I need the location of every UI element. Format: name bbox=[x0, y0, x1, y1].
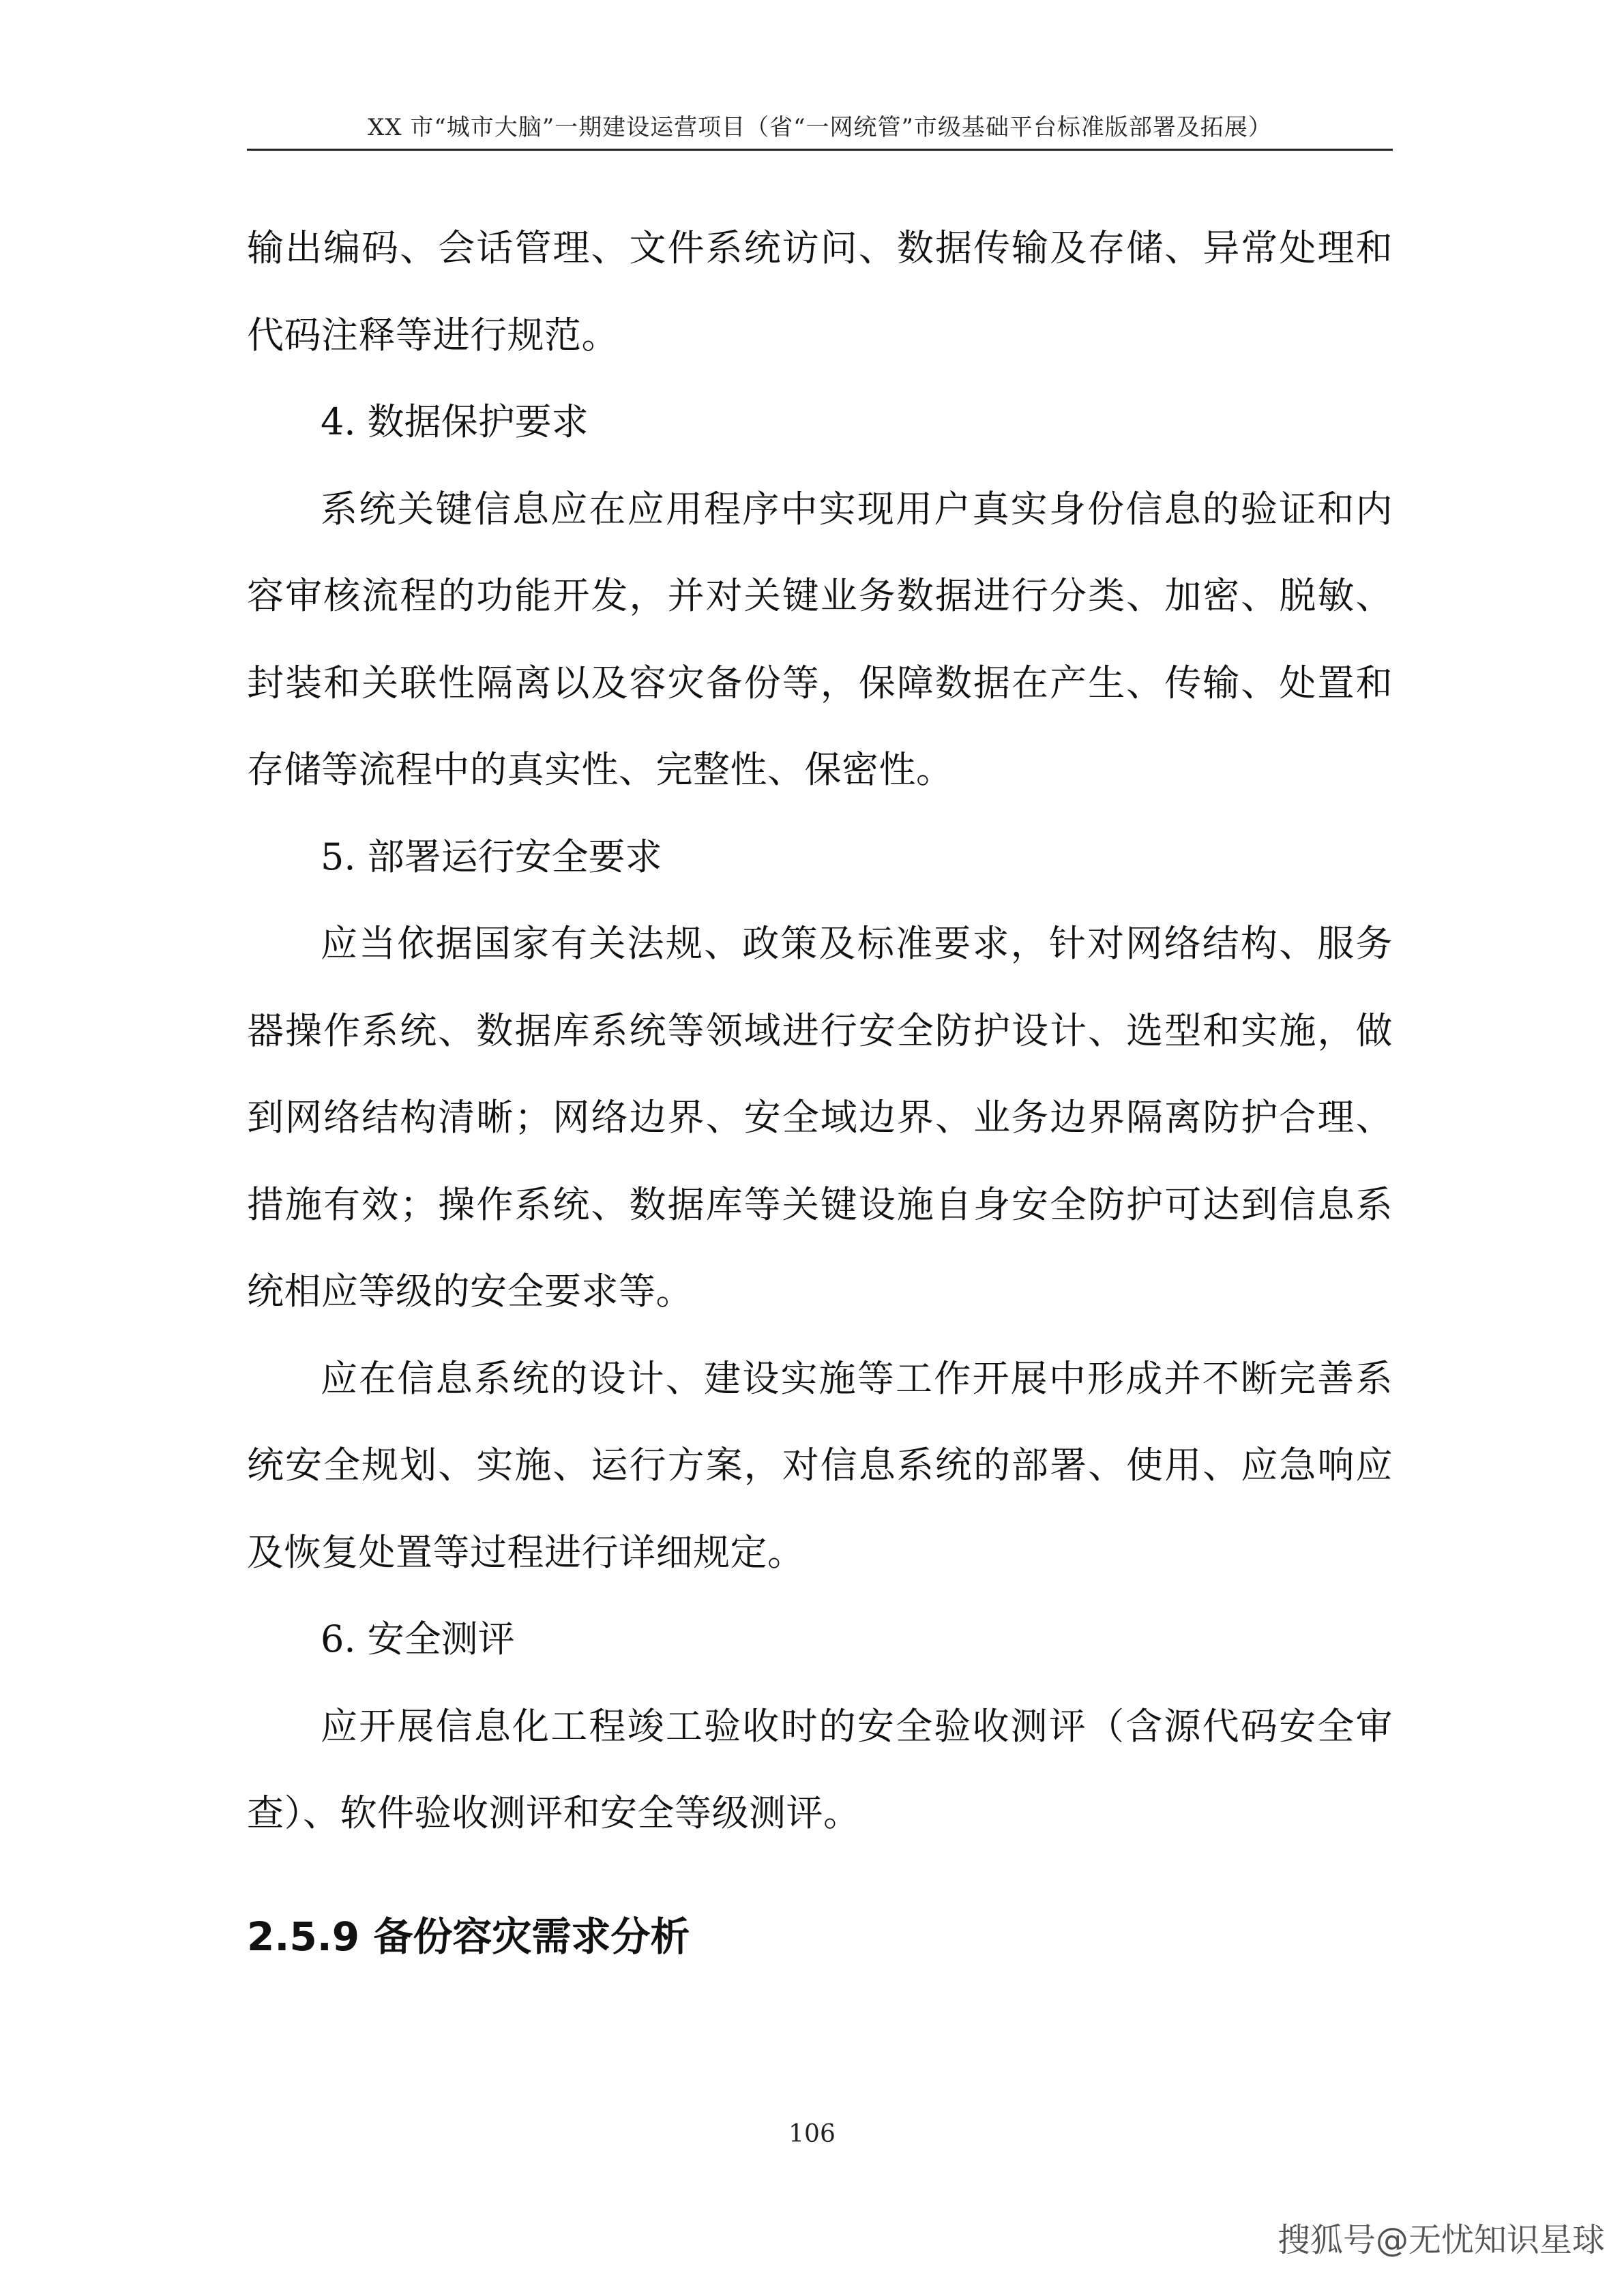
item-5-heading: 5. 部署运行安全要求 bbox=[321, 835, 662, 878]
document-body bbox=[247, 205, 1393, 1857]
page-number: 106 bbox=[788, 2120, 836, 2148]
header-divider bbox=[247, 149, 1393, 151]
item-6-heading: 6. 安全测评 bbox=[321, 1617, 515, 1660]
watermark: 搜狐号@无忧知识星球 bbox=[1277, 2221, 1605, 2259]
section-heading: 2.5.9 备份容灾需求分析 bbox=[247, 1913, 690, 1960]
item-5-paragraph-2: 应在信息系统的设计、建设实施等工作开展中形成并不断完善系统安全规划、实施、运行方案，对信息系统的部署、使用、应急响应及恢复处置等过程进行详细规定。 bbox=[247, 1356, 1393, 1574]
page-header-title: XX 市“城市大脑”一期建设运营项目（省“一网统管”市级基础平台标准版部署及拓展） bbox=[368, 114, 1272, 141]
item-6-paragraph: 应开展信息化工程竣工验收时的安全验收测评（含源代码安全审查）、软件验收测评和安全等级测评。 bbox=[247, 1704, 1393, 1834]
continuation-paragraph: 输出编码、会话管理、文件系统访问、数据传输及存储、异常处理和代码注释等进行规范。 bbox=[247, 226, 1393, 357]
item-5-paragraph-1: 应当依据国家有关法规、政策及标准要求，针对网络结构、服务器操作系统、数据库系统等领域进行安全防护设计、选型和实施，做到网络结构清晰；网络边界、安全域边界、业务边界隔离防护合理、措施有效；操作系统、数据库等关键设施自身安全防护可达到信息系统相应等级的安全要求等。 bbox=[247, 922, 1393, 1313]
item-4-paragraph: 系统关键信息应在应用程序中实现用户真实身份信息的验证和内容审核流程的功能开发，并对关键业务数据进行分类、加密、脱敏、封装和关联性隔离以及容灾备份等，保障数据在产生、传输、处置和存储等流程中的真实性、完整性、保密性。 bbox=[247, 487, 1393, 791]
item-4-heading: 4. 数据保护要求 bbox=[321, 400, 589, 443]
